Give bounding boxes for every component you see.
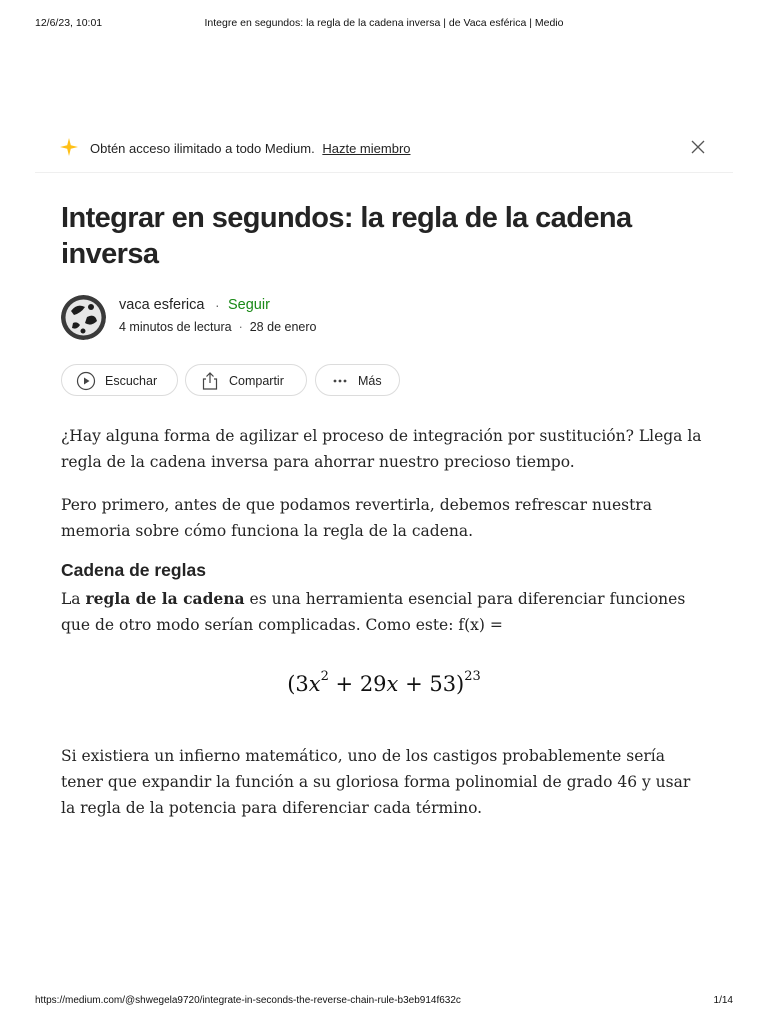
p3-suffix: es una herramienta esencial para diferenciar funciones que de otro modo serían complicadas. Como este: f(x) = [61, 590, 686, 634]
listen-button[interactable] [61, 364, 178, 396]
separator-dot: · [215, 297, 220, 313]
banner-text: Obtén acceso ilimitado a todo Medium. [90, 141, 315, 156]
more-button[interactable] [315, 364, 400, 396]
play-icon [76, 371, 96, 391]
listen-label: Escuchar [105, 374, 158, 388]
formula-exp-23: 23 [464, 669, 481, 684]
close-icon[interactable] [691, 140, 705, 154]
sparkle-icon [60, 138, 78, 156]
author-name[interactable]: vaca esferica [119, 297, 205, 313]
share-button[interactable] [185, 364, 307, 396]
chain-rule-bold: regla de la cadena [85, 589, 245, 608]
p3-prefix: La [61, 590, 86, 608]
formula-open: (3 [287, 672, 309, 696]
more-label: Más [358, 374, 382, 388]
page-number: 1/14 [713, 995, 733, 1006]
share-icon [200, 371, 220, 391]
article-title: Integrar en segundos: la regla de la cadena inversa [61, 202, 632, 270]
formula-var-x2: x [386, 672, 399, 696]
formula-plus-29: + 29 [328, 672, 387, 696]
more-dots-icon [330, 371, 350, 391]
membership-banner [35, 138, 733, 173]
cow-avatar-image [61, 295, 106, 340]
banner-message [90, 141, 411, 156]
print-date: 12/6/23, 10:01 [35, 17, 103, 29]
become-member-link[interactable]: Hazte miembro [322, 141, 411, 156]
share-label: Compartir [229, 374, 284, 388]
paragraph-chain-rule [61, 586, 706, 638]
print-title: Integre en segundos: la regla de la cadena inversa | de Vaca esférica | Medio [204, 17, 564, 29]
article-meta [119, 320, 316, 334]
avatar[interactable] [61, 295, 106, 340]
paragraph-math-hell: Si existiera un infierno matemático, uno de los castigos probablemente sería tener que expandir la función a su gloriosa forma polinomial de grado 46 y usar la regla de la potencia para diferenciar cada término. [61, 747, 691, 817]
paragraph-chain-rule-memory: Pero primero, antes de que podamos revertirla, debemos refrescar nuestra memoria sobre cómo funciona la regla de la cadena. [61, 496, 652, 540]
paragraph-intro: ¿Hay alguna forma de agilizar el proceso de integración por sustitución? Llega la regla de la cadena inversa para ahorrar nuestro precioso tiempo. [61, 427, 702, 471]
section-heading: Cadena de reglas [61, 560, 206, 580]
meta-separator: · [238, 320, 243, 334]
follow-button[interactable]: Seguir [228, 297, 270, 313]
formula-var-x1: x [308, 672, 321, 696]
page-url: https://medium.com/@shwegela9720/integrate-in-seconds-the-reverse-chain-rule-b3eb914f632c [35, 995, 461, 1006]
read-time: 4 minutos de lectura [119, 320, 232, 334]
publish-date: 28 de enero [249, 320, 317, 334]
formula-exp-2: 2 [320, 669, 329, 684]
formula [0, 669, 768, 696]
formula-plus-53: + 53) [398, 672, 465, 696]
